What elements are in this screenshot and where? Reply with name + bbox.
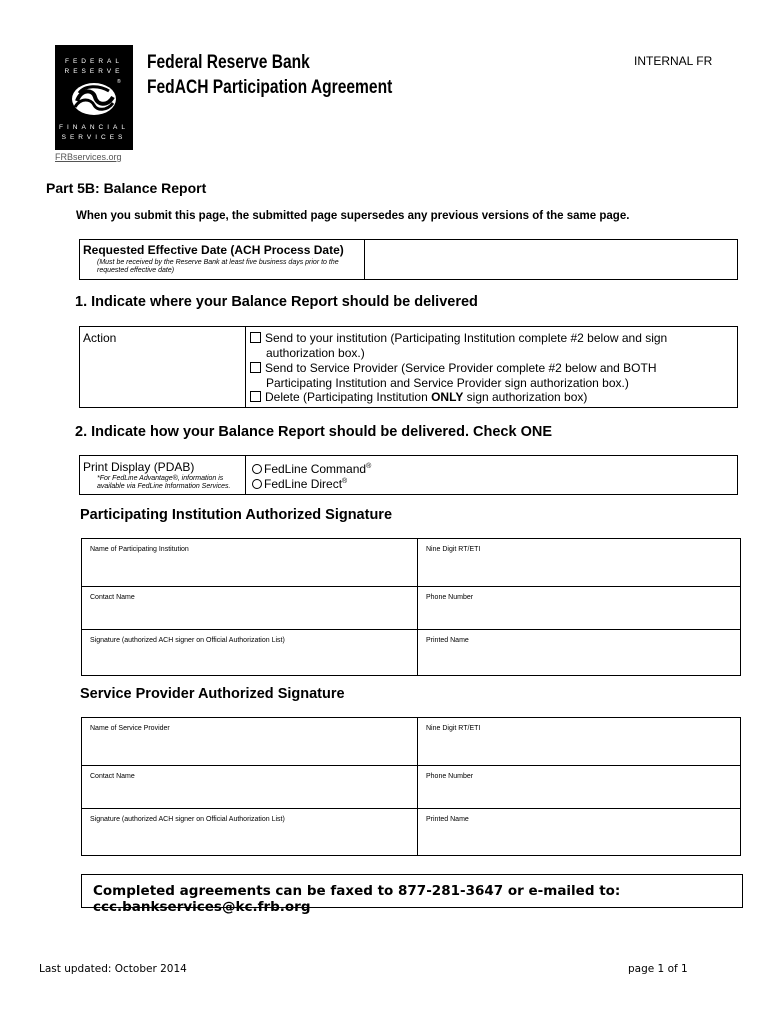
logo-text-services: SERVICES [61,134,127,141]
send-to-provider-label: Send to Service Provider (Service Provider complete #2 below and BOTH [265,361,657,375]
sp-signature-heading: Service Provider Authorized Signature [80,686,345,702]
send-to-institution-label-2: authorization box.) [266,346,365,360]
sp-contact-name-field[interactable]: Contact Name [90,773,135,780]
pi-signature-field[interactable]: Signature (authorized ACH signer on Official Authorization List) [90,637,285,644]
print-display-label: Print Display (PDAB) [83,460,195,474]
effective-date-note-1: (Must be received by the Reserve Bank at least five business days prior to the [97,259,339,266]
fedline-command-label: FedLine Command [264,462,367,476]
sp-signature-field[interactable]: Signature (authorized ACH signer on Official Authorization List) [90,816,285,823]
send-to-provider-label-2: Participating Institution and Service Provider sign authorization box.) [266,376,629,390]
effective-date-note-2: requested effective date) [97,267,175,274]
pi-institution-name-field[interactable]: Name of Participating Institution [90,546,189,553]
effective-date-label: Requested Effective Date (ACH Process Date) [83,243,344,257]
pi-rt-eti-field[interactable]: Nine Digit RT/ETI [426,546,481,553]
part-title: Part 5B: Balance Report [46,180,207,196]
logo-registered-mark: ® [117,79,121,85]
last-updated: Last updated: October 2014 [39,963,187,975]
section2-heading: 2. Indicate how your Balance Report should be delivered. Check ONE [75,424,553,440]
fedline-advantage-note-1: *For FedLine Advantage®, information is [97,475,224,482]
effective-date-label-cell [80,240,365,279]
delete-label-only: ONLY [431,390,464,404]
frb-swirl-icon [69,81,119,117]
classification-label: INTERNAL FR [634,54,713,68]
section2-divider [245,456,246,494]
fax-email-notice: Completed agreements can be faxed to 877-281-3647 or e-mailed to: ccc.bankservices@kc.frb.org [81,874,743,908]
supersede-notice: When you submit this page, the submitted page supersedes any previous versions of the same page. [76,210,630,222]
section2-table [79,455,738,495]
send-to-institution-label: Send to your institution (Participating Institution complete #2 below and sign [265,331,668,345]
delete-checkbox[interactable] [250,391,261,402]
sp-phone-number-field[interactable]: Phone Number [426,773,474,780]
sp-printed-name-field[interactable]: Printed Name [426,816,469,823]
send-to-institution-checkbox[interactable] [250,332,261,343]
frb-logo [55,45,133,150]
option-send-to-provider[interactable] [250,361,657,375]
section1-action-label: Action [83,331,117,345]
sp-provider-name-field[interactable]: Name of Service Provider [90,725,170,732]
sp-rt-eti-field[interactable]: Nine Digit RT/ETI [426,725,481,732]
section1-heading: 1. Indicate where your Balance Report should be delivered [75,294,478,310]
logo-text-financial: FINANCIAL [59,124,129,131]
pi-printed-name-field[interactable]: Printed Name [426,637,469,644]
option-delete[interactable] [250,390,587,404]
logo-text-federal: FEDERAL [65,58,123,65]
option-fedline-direct[interactable] [252,475,347,491]
document-title: Federal Reserve Bank [147,52,310,73]
delete-label-pre: Delete (Participating Institution [265,390,432,404]
fedline-direct-radio[interactable] [252,479,262,489]
document-subtitle: FedACH Participation Agreement [147,77,393,98]
section1-divider [245,327,246,407]
page-number: page 1 of 1 [628,963,688,975]
delete-label-post: sign authorization box) [463,390,588,404]
pi-signature-heading: Participating Institution Authorized Signature [80,507,393,523]
pi-signature-table [81,538,741,676]
section1-table [79,326,738,408]
frbservices-link[interactable]: FRBservices.org [55,152,122,162]
fedline-advantage-note-2: available via FedLine Information Services. [97,483,231,490]
send-to-provider-checkbox[interactable] [250,362,261,373]
effective-date-input[interactable] [365,240,737,279]
option-fedline-command[interactable] [252,460,371,476]
option-send-to-institution[interactable] [250,331,667,345]
pi-phone-number-field[interactable]: Phone Number [426,594,474,601]
registered-mark: ® [342,478,348,485]
registered-mark: ® [366,463,372,470]
pi-contact-name-field[interactable]: Contact Name [90,594,135,601]
effective-date-box [79,239,738,280]
fedline-command-radio[interactable] [252,464,262,474]
sp-signature-table [81,717,741,856]
fedline-direct-label: FedLine Direct [264,477,343,491]
logo-text-reserve: RESERVE [64,68,124,75]
